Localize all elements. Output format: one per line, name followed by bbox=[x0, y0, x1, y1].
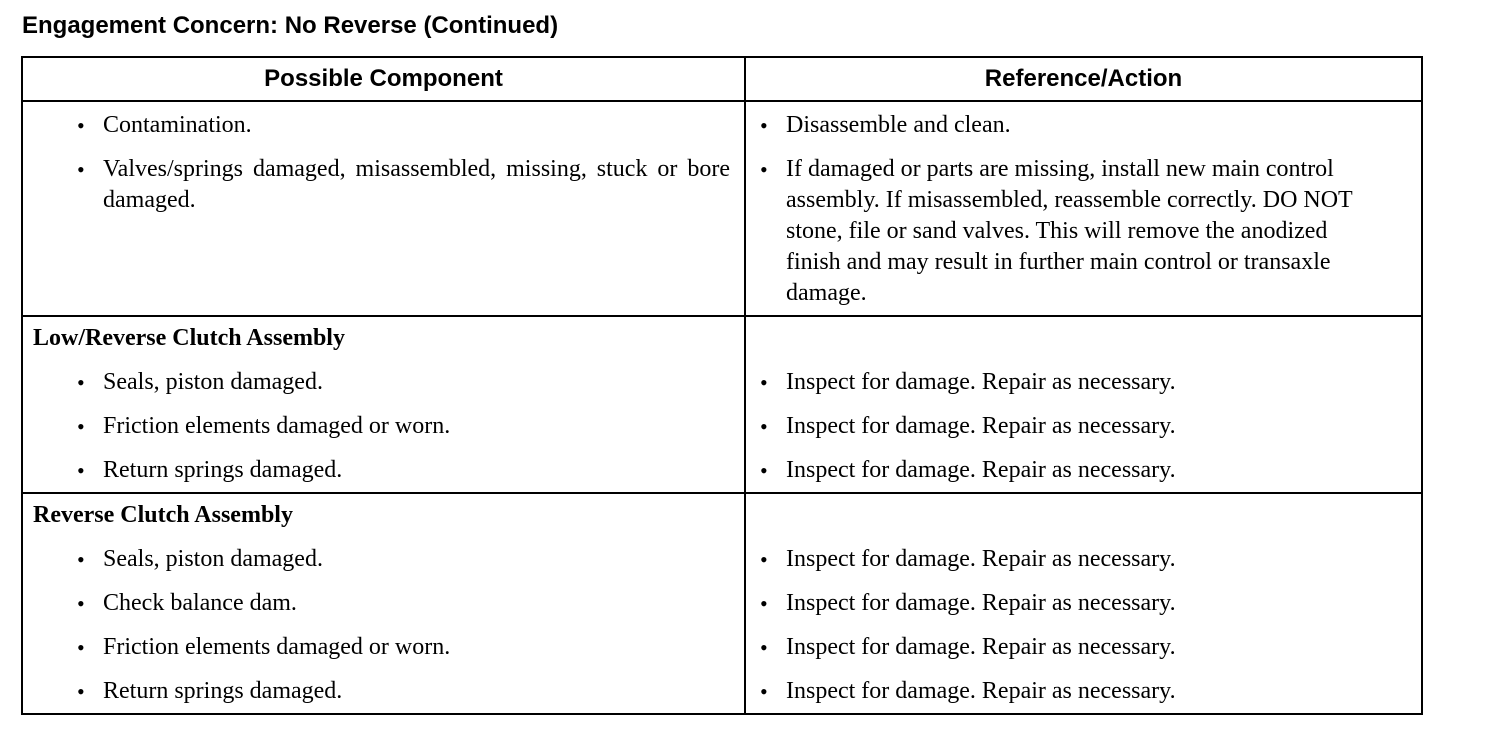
action-cell bbox=[745, 493, 1422, 714]
action-cell bbox=[745, 101, 1422, 316]
list-item: • Seals, piston damaged. bbox=[23, 367, 744, 398]
list-item: • Inspect for damage. Repair as necessary. bbox=[746, 455, 1421, 486]
bullet-icon: • bbox=[760, 370, 768, 395]
list-item: • Inspect for damage. Repair as necessary. bbox=[746, 367, 1421, 398]
list-item: • Seals, piston damaged. bbox=[23, 544, 744, 575]
list-item: • Friction elements damaged or worn. bbox=[23, 632, 744, 663]
list-item: • Contamination. bbox=[23, 110, 744, 141]
bullet-icon: • bbox=[760, 547, 768, 572]
bullet-icon: • bbox=[760, 157, 768, 182]
group-heading: Reverse Clutch Assembly bbox=[33, 502, 293, 528]
table-header-row bbox=[22, 57, 1422, 101]
list-item: • Inspect for damage. Repair as necessary. bbox=[746, 544, 1421, 575]
list-item: • Inspect for damage. Repair as necessary. bbox=[746, 588, 1421, 619]
bullet-icon: • bbox=[77, 370, 85, 395]
list-item: • Disassemble and clean. bbox=[746, 110, 1421, 141]
list-item: • Friction elements damaged or worn. bbox=[23, 411, 744, 442]
list-item: • Valves/springs damaged, misassembled, missing, stuck or bore damaged. bbox=[77, 156, 730, 213]
list-item: • Check balance dam. bbox=[23, 588, 744, 619]
list-item: • Inspect for damage. Repair as necessary. bbox=[746, 632, 1421, 663]
table-row bbox=[22, 493, 1422, 714]
bullet-icon: • bbox=[760, 113, 768, 138]
bullet-icon: • bbox=[760, 679, 768, 704]
component-cell bbox=[22, 101, 745, 316]
page-title: Engagement Concern: No Reverse (Continued) bbox=[22, 12, 559, 39]
bullet-icon: • bbox=[77, 113, 85, 138]
diagnosis-table bbox=[21, 56, 1423, 715]
bullet-icon: • bbox=[77, 157, 85, 182]
bullet-icon: • bbox=[77, 635, 85, 660]
list-item: • Inspect for damage. Repair as necessary. bbox=[746, 411, 1421, 442]
list-item: • Inspect for damage. Repair as necessary. bbox=[746, 676, 1421, 707]
bullet-icon: • bbox=[760, 591, 768, 616]
table-row bbox=[22, 316, 1422, 493]
bullet-icon: • bbox=[77, 591, 85, 616]
component-cell bbox=[22, 493, 745, 714]
list-item: • Return springs damaged. bbox=[23, 676, 744, 707]
column-header-component: Possible Component bbox=[22, 57, 745, 101]
bullet-icon: • bbox=[77, 414, 85, 439]
bullet-icon: • bbox=[77, 547, 85, 572]
action-cell bbox=[745, 316, 1422, 493]
bullet-icon: • bbox=[760, 635, 768, 660]
bullet-icon: • bbox=[77, 679, 85, 704]
column-header-action: Reference/Action bbox=[745, 57, 1422, 101]
list-item: • Return springs damaged. bbox=[23, 455, 744, 486]
list-item: • If damaged or parts are missing, install new main control assembly. If misassembled, reassemble correctly. DO NOT stone, file or sand valves. This will remove the anodized finish and may result in further main control or transaxle damage. bbox=[760, 156, 1353, 306]
table-row bbox=[22, 101, 1422, 316]
bullet-icon: • bbox=[77, 458, 85, 483]
bullet-icon: • bbox=[760, 458, 768, 483]
group-heading: Low/Reverse Clutch Assembly bbox=[33, 325, 345, 351]
bullet-icon: • bbox=[760, 414, 768, 439]
component-cell bbox=[22, 316, 745, 493]
